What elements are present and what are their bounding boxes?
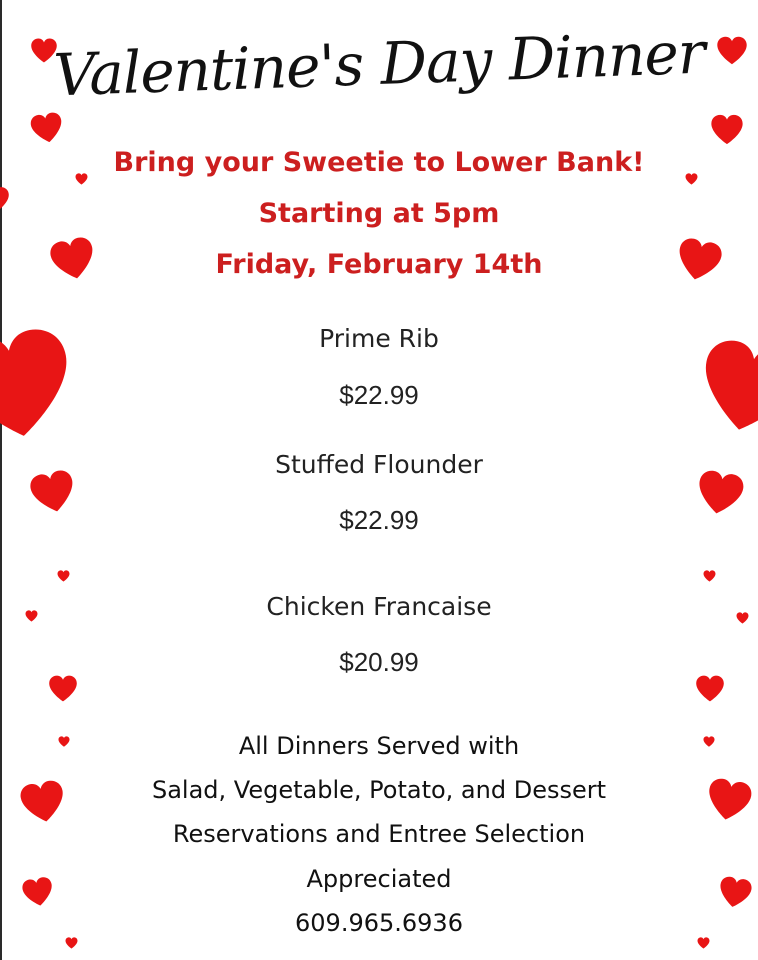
footer-line: Reservations and Entree Selection xyxy=(172,820,586,848)
footer-line: Appreciated xyxy=(306,865,452,893)
menu-item-price: $22.99 xyxy=(339,380,419,410)
phone-number: 609.965.6936 xyxy=(295,909,463,937)
heart-icon xyxy=(703,570,716,582)
heart-icon xyxy=(57,570,70,582)
event-date: Friday, February 14th xyxy=(215,249,543,280)
menu-item-price: $22.99 xyxy=(339,505,419,535)
heart-icon xyxy=(710,114,744,145)
tagline: Bring your Sweetie to Lower Bank! xyxy=(113,147,645,178)
footer-line: All Dinners Served with xyxy=(238,732,520,760)
heart-icon xyxy=(65,937,78,949)
heart-icon xyxy=(28,110,67,145)
heart-icon xyxy=(697,937,710,949)
page-title: Valentine's Day Dinner xyxy=(52,18,706,110)
menu-item-name: Stuffed Flounder xyxy=(275,450,483,479)
heart-icon xyxy=(48,675,78,702)
start-time: Starting at 5pm xyxy=(258,198,500,229)
menu-item-name: Prime Rib xyxy=(319,324,439,353)
left-border-line xyxy=(0,0,2,960)
footer-line: Salad, Vegetable, Potato, and Dessert xyxy=(151,776,607,804)
heart-icon xyxy=(695,675,725,702)
menu-item-name: Chicken Francaise xyxy=(266,592,492,621)
menu-item-price: $20.99 xyxy=(339,647,419,677)
